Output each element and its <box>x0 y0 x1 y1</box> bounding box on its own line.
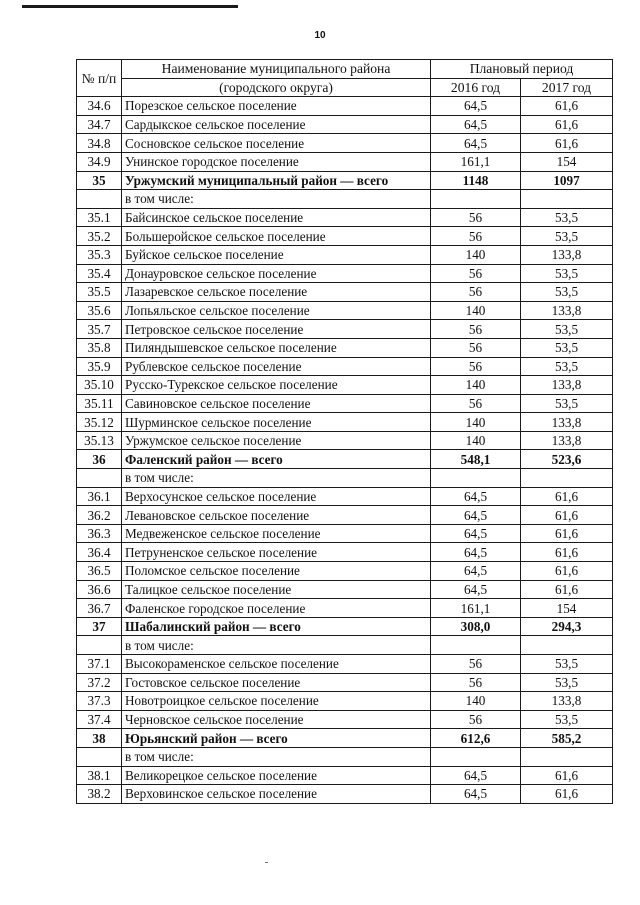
row-number-cell: 36.5 <box>77 562 122 581</box>
row-number-cell: 34.6 <box>77 97 122 116</box>
row-name-cell: Фаленский район — всего <box>122 450 431 469</box>
row-name-cell: Шурминское сельское поселение <box>122 413 431 432</box>
row-2016-cell: 64,5 <box>431 115 521 134</box>
row-number-cell: 35.9 <box>77 357 122 376</box>
row-2017-cell: 53,5 <box>521 338 613 357</box>
row-number-cell: 35.13 <box>77 431 122 450</box>
table-row <box>77 115 613 134</box>
row-2017-cell: 133,8 <box>521 431 613 450</box>
row-number-cell: 36.1 <box>77 487 122 506</box>
row-2016-cell <box>431 469 521 488</box>
row-2017-cell: 61,6 <box>521 97 613 116</box>
header-year-2017: 2017 год <box>521 78 613 97</box>
row-2016-cell: 56 <box>431 208 521 227</box>
row-2017-cell: 53,5 <box>521 710 613 729</box>
table-row <box>77 97 613 116</box>
row-2016-cell <box>431 747 521 766</box>
row-2017-cell: 61,6 <box>521 580 613 599</box>
row-name-cell: Талицкое сельское поселение <box>122 580 431 599</box>
row-2016-cell: 64,5 <box>431 524 521 543</box>
row-2016-cell: 64,5 <box>431 766 521 785</box>
row-2016-cell: 140 <box>431 376 521 395</box>
table-row <box>77 766 613 785</box>
row-name-cell: Уржумское сельское поселение <box>122 431 431 450</box>
row-2017-cell: 53,5 <box>521 655 613 674</box>
row-2016-cell: 56 <box>431 673 521 692</box>
row-name-cell: Черновское сельское поселение <box>122 710 431 729</box>
row-number-cell: 38.2 <box>77 785 122 804</box>
table-row <box>77 376 613 395</box>
row-2017-cell: 61,6 <box>521 562 613 581</box>
row-2017-cell: 53,5 <box>521 357 613 376</box>
row-2017-cell: 53,5 <box>521 394 613 413</box>
table-row <box>77 599 613 618</box>
row-number-cell: 38 <box>77 729 122 748</box>
row-name-cell: Высокораменское сельское поселение <box>122 655 431 674</box>
row-2016-cell: 612,6 <box>431 729 521 748</box>
table-row <box>77 580 613 599</box>
table-row-total <box>77 171 613 190</box>
row-2017-cell: 53,5 <box>521 320 613 339</box>
table-row <box>77 636 613 655</box>
row-2017-cell: 53,5 <box>521 227 613 246</box>
row-name-cell: Верховинское сельское поселение <box>122 785 431 804</box>
table-row <box>77 692 613 711</box>
row-2017-cell: 133,8 <box>521 301 613 320</box>
row-2017-cell: 61,6 <box>521 506 613 525</box>
row-2017-cell: 53,5 <box>521 264 613 283</box>
row-number-cell: 34.7 <box>77 115 122 134</box>
table-row <box>77 747 613 766</box>
header-num: № п/п <box>77 60 122 97</box>
row-2016-cell: 56 <box>431 320 521 339</box>
row-2016-cell: 140 <box>431 245 521 264</box>
row-name-cell: Левановское сельское поселение <box>122 506 431 525</box>
table-row <box>77 357 613 376</box>
row-number-cell: 38.1 <box>77 766 122 785</box>
table-row-total <box>77 617 613 636</box>
row-2017-cell: 53,5 <box>521 673 613 692</box>
row-number-cell: 35.8 <box>77 338 122 357</box>
row-number-cell: 35.4 <box>77 264 122 283</box>
row-2016-cell: 56 <box>431 394 521 413</box>
top-rule <box>22 5 238 8</box>
row-2017-cell: 133,8 <box>521 413 613 432</box>
scan-mark <box>265 862 268 863</box>
row-2017-cell: 61,6 <box>521 115 613 134</box>
row-2017-cell: 133,8 <box>521 692 613 711</box>
table-row <box>77 338 613 357</box>
table-row <box>77 190 613 209</box>
row-number-cell: 36 <box>77 450 122 469</box>
row-name-cell: Сардыкское сельское поселение <box>122 115 431 134</box>
row-name-cell: в том числе: <box>122 636 431 655</box>
row-number-cell: 35.6 <box>77 301 122 320</box>
table-row <box>77 394 613 413</box>
table-row-total <box>77 729 613 748</box>
table-row <box>77 710 613 729</box>
row-2017-cell: 61,6 <box>521 487 613 506</box>
row-2016-cell: 308,0 <box>431 617 521 636</box>
row-name-cell: Савиновское сельское поселение <box>122 394 431 413</box>
table-row <box>77 134 613 153</box>
row-2017-cell: 133,8 <box>521 245 613 264</box>
row-2017-cell: 1097 <box>521 171 613 190</box>
row-name-cell: Петровское сельское поселение <box>122 320 431 339</box>
row-2016-cell: 161,1 <box>431 599 521 618</box>
row-name-cell: Порезское сельское поселение <box>122 97 431 116</box>
table-row <box>77 785 613 804</box>
row-2016-cell <box>431 636 521 655</box>
row-2017-cell: 133,8 <box>521 376 613 395</box>
row-2016-cell: 64,5 <box>431 785 521 804</box>
row-2016-cell: 64,5 <box>431 134 521 153</box>
row-name-cell: Русско-Турекское сельское поселение <box>122 376 431 395</box>
header-name-line2: (городского округа) <box>122 78 431 97</box>
row-name-cell: Донауровское сельское поселение <box>122 264 431 283</box>
row-2017-cell: 154 <box>521 599 613 618</box>
table-row <box>77 524 613 543</box>
row-name-cell: Пиляндышевское сельское поселение <box>122 338 431 357</box>
row-name-cell: Унинское городское поселение <box>122 152 431 171</box>
table-row <box>77 208 613 227</box>
row-number-cell: 36.7 <box>77 599 122 618</box>
row-2017-cell: 294,3 <box>521 617 613 636</box>
row-number-cell: 35.7 <box>77 320 122 339</box>
row-2016-cell: 140 <box>431 692 521 711</box>
row-2016-cell: 56 <box>431 357 521 376</box>
row-2016-cell: 56 <box>431 227 521 246</box>
row-2016-cell: 64,5 <box>431 580 521 599</box>
header-period: Плановый период <box>431 60 613 79</box>
row-number-cell: 34.9 <box>77 152 122 171</box>
table-row <box>77 543 613 562</box>
table-row <box>77 469 613 488</box>
header-row-years <box>77 78 613 97</box>
table-row <box>77 320 613 339</box>
row-name-cell: Рублевское сельское поселение <box>122 357 431 376</box>
table-row <box>77 506 613 525</box>
row-name-cell: Лазаревское сельское поселение <box>122 283 431 302</box>
header-row <box>77 60 613 79</box>
row-number-cell: 35.5 <box>77 283 122 302</box>
row-name-cell: Поломское сельское поселение <box>122 562 431 581</box>
row-number-cell: 35.3 <box>77 245 122 264</box>
table-row <box>77 431 613 450</box>
row-number-cell: 35.2 <box>77 227 122 246</box>
table-row <box>77 264 613 283</box>
table-row <box>77 245 613 264</box>
row-name-cell: Верхосунское сельское поселение <box>122 487 431 506</box>
table-row <box>77 655 613 674</box>
row-2017-cell <box>521 636 613 655</box>
row-2017-cell: 61,6 <box>521 785 613 804</box>
row-number-cell: 36.2 <box>77 506 122 525</box>
row-2017-cell: 154 <box>521 152 613 171</box>
row-name-cell: Уржумский муниципальный район — всего <box>122 171 431 190</box>
row-2016-cell: 140 <box>431 431 521 450</box>
row-2017-cell: 61,6 <box>521 766 613 785</box>
table-row <box>77 152 613 171</box>
row-name-cell: Буйское сельское поселение <box>122 245 431 264</box>
table-row <box>77 673 613 692</box>
row-2016-cell: 1148 <box>431 171 521 190</box>
row-2017-cell: 61,6 <box>521 524 613 543</box>
row-2017-cell: 61,6 <box>521 134 613 153</box>
row-number-cell: 36.4 <box>77 543 122 562</box>
row-name-cell: в том числе: <box>122 469 431 488</box>
row-name-cell: Новотроицкое сельское поселение <box>122 692 431 711</box>
row-2016-cell: 64,5 <box>431 562 521 581</box>
row-number-cell: 35.10 <box>77 376 122 395</box>
row-number-cell: 35.12 <box>77 413 122 432</box>
table-row <box>77 413 613 432</box>
row-number-cell: 37.4 <box>77 710 122 729</box>
row-number-cell: 36.3 <box>77 524 122 543</box>
header-year-2016: 2016 год <box>431 78 521 97</box>
table-row <box>77 562 613 581</box>
row-name-cell: в том числе: <box>122 190 431 209</box>
row-2017-cell: 523,6 <box>521 450 613 469</box>
row-number-cell: 35.1 <box>77 208 122 227</box>
table-row <box>77 487 613 506</box>
page-number: 10 <box>314 30 326 41</box>
row-name-cell: Большеройское сельское поселение <box>122 227 431 246</box>
row-2016-cell <box>431 190 521 209</box>
row-number-cell: 35.11 <box>77 394 122 413</box>
row-name-cell: Гостовское сельское поселение <box>122 673 431 692</box>
row-name-cell: Великорецкое сельское поселение <box>122 766 431 785</box>
row-2016-cell: 64,5 <box>431 506 521 525</box>
row-number-cell <box>77 190 122 209</box>
row-number-cell: 34.8 <box>77 134 122 153</box>
row-name-cell: Шабалинский район — всего <box>122 617 431 636</box>
row-2016-cell: 56 <box>431 338 521 357</box>
row-name-cell: Медвеженское сельское поселение <box>122 524 431 543</box>
row-number-cell <box>77 747 122 766</box>
row-name-cell: Петруненское сельское поселение <box>122 543 431 562</box>
budget-table <box>76 59 613 804</box>
row-2017-cell <box>521 747 613 766</box>
row-number-cell: 37 <box>77 617 122 636</box>
row-2016-cell: 56 <box>431 283 521 302</box>
row-2017-cell: 53,5 <box>521 283 613 302</box>
row-number-cell: 37.1 <box>77 655 122 674</box>
table-row <box>77 301 613 320</box>
row-2016-cell: 140 <box>431 413 521 432</box>
row-2016-cell: 64,5 <box>431 487 521 506</box>
row-2016-cell: 56 <box>431 710 521 729</box>
table-row <box>77 227 613 246</box>
row-number-cell: 37.3 <box>77 692 122 711</box>
row-2017-cell: 585,2 <box>521 729 613 748</box>
row-name-cell: Юрьянский район — всего <box>122 729 431 748</box>
row-number-cell <box>77 469 122 488</box>
row-2016-cell: 56 <box>431 264 521 283</box>
row-name-cell: Сосновское сельское поселение <box>122 134 431 153</box>
row-2016-cell: 56 <box>431 655 521 674</box>
row-2016-cell: 64,5 <box>431 97 521 116</box>
row-2017-cell <box>521 469 613 488</box>
table-row <box>77 283 613 302</box>
table-row-total <box>77 450 613 469</box>
row-2016-cell: 64,5 <box>431 543 521 562</box>
row-number-cell: 36.6 <box>77 580 122 599</box>
row-2017-cell: 53,5 <box>521 208 613 227</box>
row-number-cell <box>77 636 122 655</box>
row-name-cell: Лопьяльское сельское поселение <box>122 301 431 320</box>
header-name-line1: Наименование муниципального района <box>122 60 431 79</box>
row-2016-cell: 161,1 <box>431 152 521 171</box>
row-name-cell: в том числе: <box>122 747 431 766</box>
row-2016-cell: 548,1 <box>431 450 521 469</box>
row-name-cell: Фаленское городское поселение <box>122 599 431 618</box>
row-number-cell: 35 <box>77 171 122 190</box>
row-number-cell: 37.2 <box>77 673 122 692</box>
row-name-cell: Байсинское сельское поселение <box>122 208 431 227</box>
row-2017-cell <box>521 190 613 209</box>
row-2016-cell: 140 <box>431 301 521 320</box>
row-2017-cell: 61,6 <box>521 543 613 562</box>
